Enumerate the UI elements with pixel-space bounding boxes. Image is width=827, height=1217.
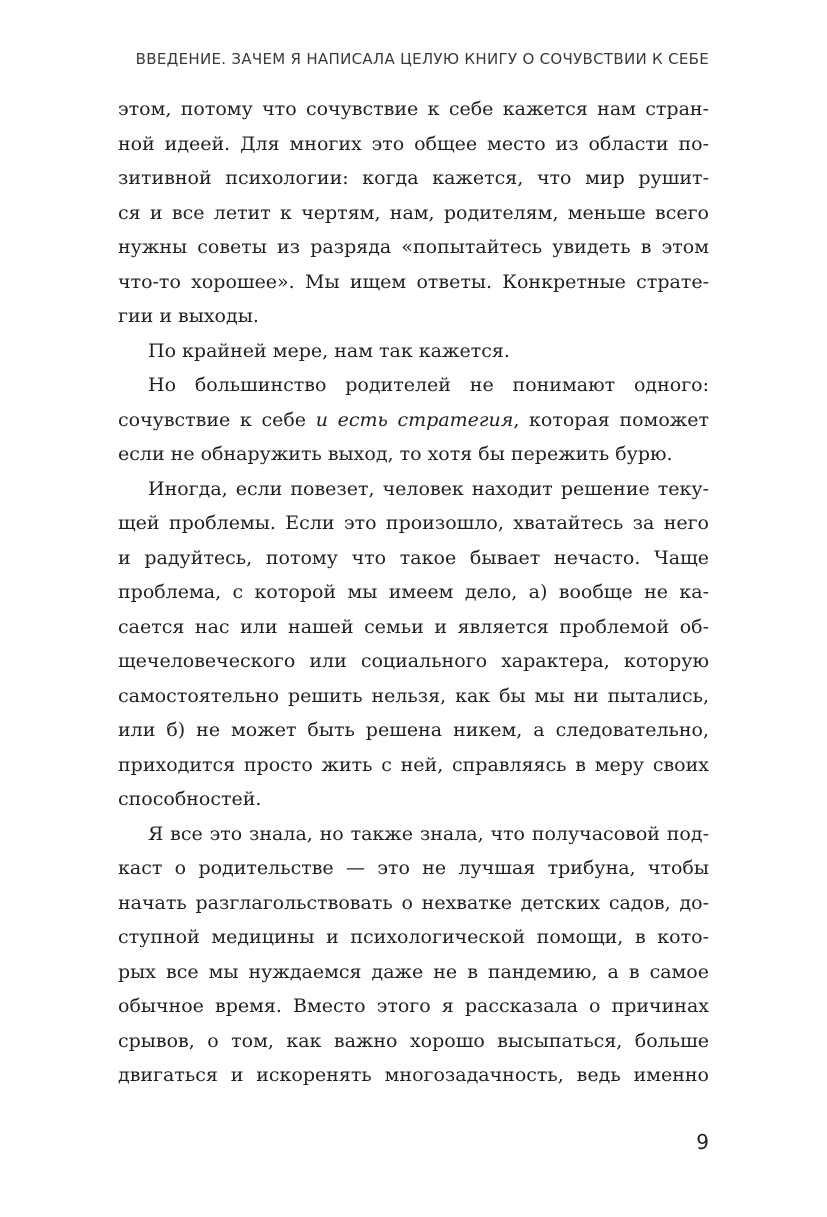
text-segment: , которая поможет (513, 408, 709, 431)
text-line: ной идеей. Для многих это общее место из области по- (118, 132, 709, 155)
text-line: срывов, о том, как важно хорошо высыпаться, больше (118, 1029, 709, 1052)
text-segment: сочувствие к себе (118, 408, 316, 431)
text-line: каст о родительстве — это не лучшая трибуна, чтобы (118, 857, 709, 879)
text-line: ступной медицины и психологической помощи, в кото- (118, 926, 709, 948)
text-line: приходится просто жить с ней, справляясь в меру своих (118, 753, 709, 776)
text-line: гии и выходы. (118, 305, 259, 327)
text-line: начать разглагольствовать о нехватке детских садов, до- (118, 891, 709, 914)
text-line: По крайней мере, нам так кажется. (148, 339, 510, 362)
text-line: проблема, с которой мы имеем дело, а) вообще не ка- (118, 581, 709, 603)
text-line: Но большинство родителей не понимают одного: (148, 374, 709, 396)
text-line: щей проблемы. Если это произошло, хватайтесь за него (118, 512, 709, 534)
text-line-with-emphasis (118, 403, 709, 438)
text-line: щечеловеческого или социального характера, которую (118, 650, 709, 672)
text-line: и радуйтесь, потому что такое бывает нечасто. Чаще (118, 546, 709, 569)
text-line: сается нас или нашей семьи и является проблемой об- (118, 615, 709, 638)
text-line: зитивной психологии: когда кажется, что мир рушит- (118, 167, 709, 189)
text-line: способностей. (118, 788, 262, 810)
text-line: нужны советы из разряда «попытайтесь увидеть в этом (118, 236, 709, 258)
text-line: этом, потому что сочувствие к себе кажется нам стран- (118, 98, 709, 120)
text-line: Иногда, если повезет, человек находит решение теку- (148, 477, 709, 500)
running-head: ВВЕДЕНИЕ. ЗАЧЕМ Я НАПИСАЛА ЦЕЛУЮ КНИГУ О СОЧУВСТВИИ К СЕБЕ (135, 50, 709, 68)
text-line: что-то хорошее». Мы ищем ответы. Конкретные страте- (118, 270, 709, 293)
text-line: обычное время. Вместо этого я рассказала о причинах (118, 995, 709, 1017)
text-line: если не обнаружить выход, то хотя бы пережить бурю. (118, 443, 673, 465)
emphasis-text: и есть стратегия (315, 408, 514, 431)
text-line: ся и все летит к чертям, нам, родителям, меньше всего (118, 201, 709, 224)
text-line: самостоятельно решить нельзя, как бы мы ни пытались, (118, 684, 709, 707)
text-line: или б) не может быть решена никем, а следовательно, (118, 719, 709, 741)
page-number: 9 (696, 1130, 709, 1154)
body-text (118, 92, 709, 1093)
text-line: двигаться и искоренять многозадачность, ведь именно (118, 1064, 709, 1086)
text-line: рых все мы нуждаемся даже не в пандемию, а в самое (118, 960, 709, 983)
text-line: Я все это знала, но также знала, что получасовой под- (148, 822, 709, 845)
